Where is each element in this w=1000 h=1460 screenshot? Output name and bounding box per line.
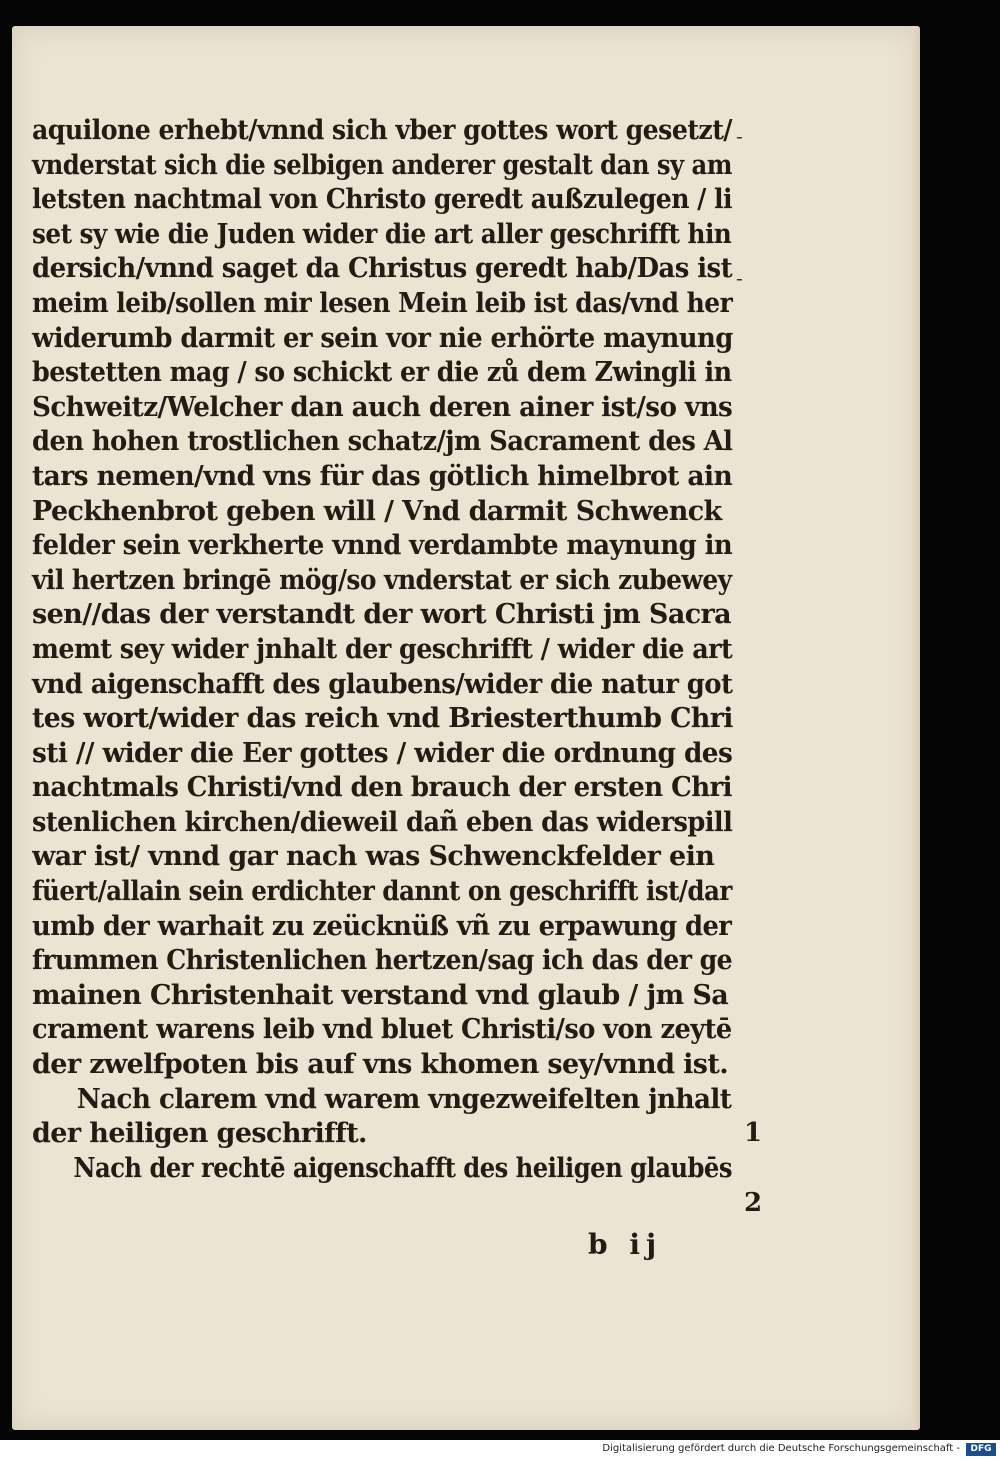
text-line: meim leib/sollen mir lesen Mein leib ist das/vnd her: [32, 287, 733, 319]
footer-bar: [0, 1440, 1000, 1460]
page-text: [32, 114, 732, 1186]
text-line: dersich/vnnd saget da Christus geredt hab/Das ist: [32, 253, 733, 285]
text-line: füert/allain sein erdichter dannt on geschrifft ist/dar: [32, 876, 732, 908]
text-line: memt sey wider jnhalt der geschrifft / wider die art: [32, 633, 733, 665]
scanned-page: [12, 26, 920, 1430]
text-line: umb der warhait zu zeücknüß vñ zu erpawung der: [32, 910, 732, 942]
text-line: Schweitz/Welcher dan auch deren ainer ist/so vns: [32, 391, 733, 423]
text-line: sen//das der verstandt der wort Christi jm Sacra: [32, 599, 732, 631]
text-line: den hohen trostlichen schatz/jm Sacrament des Al: [32, 426, 733, 458]
text-line: stenlichen kirchen/dieweil dañ eben das widerspill: [32, 806, 733, 838]
text-line: Nach der rechtē aigenschafft des heiligen glaubēs: [73, 1152, 732, 1184]
text-line: der zwelfpoten bis auf vns khomen sey/vnnd ist.: [32, 1049, 729, 1081]
dfg-logo: DFG: [966, 1443, 996, 1456]
text-line: letsten nachtmal von Christo geredt außzulegen / li: [32, 184, 733, 216]
text-line: mainen Christenhait verstand vnd glaub / jm Sa: [32, 979, 729, 1011]
marginal-number: 1: [744, 1118, 763, 1148]
text-line: set sy wie die Juden wider die art aller geschrifft hin: [32, 218, 732, 250]
text-line: vnd aigenschafft des glaubens/wider die natur got: [32, 668, 733, 700]
text-line: nachtmals Christi/vnd den brauch der ersten Chri: [32, 772, 732, 804]
text-line: tars nemen/vnd vns für das götlich himelbrot ain: [32, 460, 733, 492]
marginal-number: 2: [744, 1188, 763, 1218]
text-line: felder sein verkherte vnnd verdambte maynung in: [32, 530, 733, 562]
margin-mark: -: [736, 124, 743, 148]
text-line: crament warens leib vnd bluet Christi/so von zeytē: [32, 1014, 732, 1046]
text-line: Nach clarem vnd warem vngezweifelten jnhalt: [76, 1083, 732, 1115]
text-line: Peckhenbrot geben will / Vnd darmit Schwenck: [32, 495, 722, 527]
text-line: vil hertzen bringē mög/so vnderstat er sich zubewey: [32, 564, 732, 596]
margin-mark: -: [736, 266, 743, 290]
signature-mark: b ij: [588, 1228, 663, 1261]
text-line: bestetten mag / so schickt er die zů dem Zwingli in: [32, 357, 732, 389]
text-line: vnderstat sich die selbigen anderer gestalt dan sy am: [32, 149, 732, 181]
text-line: der heiligen geschrifft.: [32, 1118, 367, 1150]
text-line: tes wort/wider das reich vnd Briesterthumb Chri: [32, 703, 733, 735]
text-line: sti // wider die Eer gottes / wider die ordnung des: [32, 737, 733, 769]
funding-credit: Digitalisierung gefördert durch die Deutsche Forschungsgemeinschaft -: [602, 1443, 960, 1454]
text-line: widerumb darmit er sein vor nie erhörte maynung: [32, 322, 733, 354]
page-edge: [912, 26, 920, 1430]
text-line: war ist/ vnnd gar nach was Schwenckfelder ein: [32, 841, 715, 873]
text-line: frummen Christenlichen hertzen/sag ich das der ge: [32, 945, 733, 977]
text-line: aquilone erhebt/vnnd sich vber gottes wort gesetzt/: [32, 115, 732, 146]
